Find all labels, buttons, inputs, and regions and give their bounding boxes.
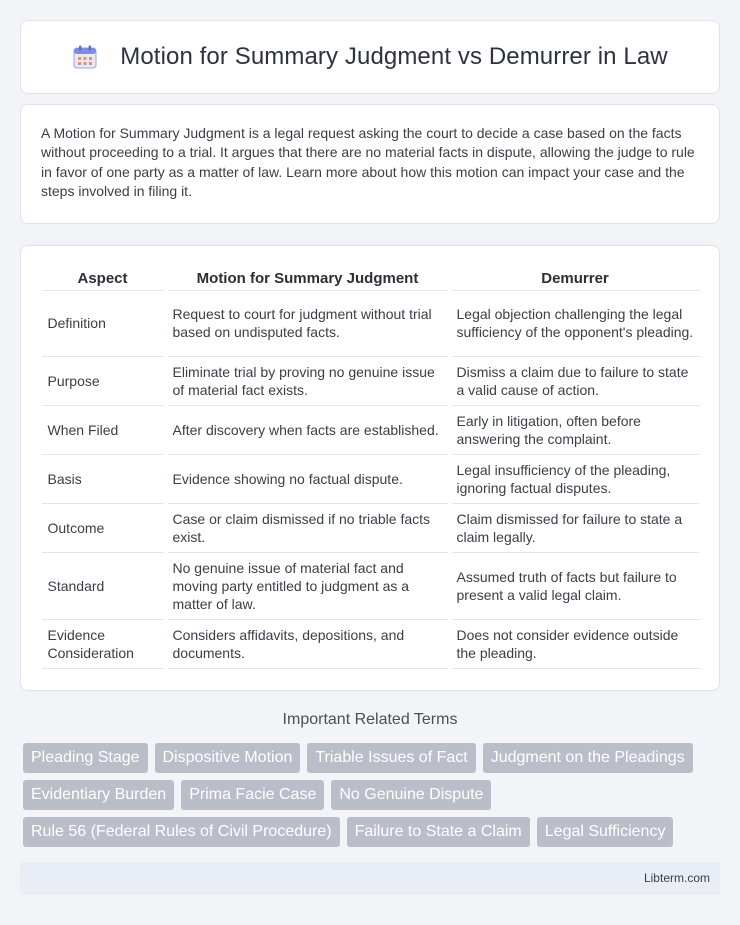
tag-evidentiary-burden[interactable]: Evidentiary Burden (23, 780, 174, 810)
cell-msj: Case or claim dismissed if no triable facts exist. (166, 503, 450, 552)
footer (20, 862, 720, 895)
cell-msj: Request to court for judgment without trial based on undisputed facts. (166, 290, 450, 356)
calendar-icon (72, 44, 98, 70)
header-demurrer: Demurrer (450, 264, 699, 290)
title-wrap (72, 43, 667, 71)
cell-demurrer: Assumed truth of facts but failure to present a valid legal claim. (450, 552, 699, 619)
table-row (42, 454, 699, 503)
related-terms-title: Important Related Terms (282, 711, 458, 728)
cell-aspect: Purpose (42, 356, 166, 405)
tag-pleading-stage[interactable]: Pleading Stage (23, 743, 148, 773)
header-card (20, 20, 720, 94)
tag-row (23, 780, 723, 810)
cell-demurrer: Legal insufficiency of the pleading, ignoring factual disputes. (450, 454, 699, 503)
cell-demurrer: Dismiss a claim due to failure to state a valid cause of action. (450, 356, 699, 405)
cell-msj: After discovery when facts are established. (166, 405, 450, 454)
intro-text: A Motion for Summary Judgment is a legal request asking the court to decide a case based on the facts without proceeding to a trial. It argues that there are no material facts in dispute, allowing the judge to rule in favor of one party as a matter of law. Learn more about how this motion can impact your case and the steps involved in filing it. (41, 125, 695, 200)
table-row (42, 503, 699, 552)
comparison-table (42, 264, 699, 669)
footer-site-link[interactable]: Libterm.com (643, 871, 710, 885)
cell-msj: No genuine issue of material fact and moving party entitled to judgment as a matter of law. (166, 552, 450, 619)
cell-demurrer: Claim dismissed for failure to state a claim legally. (450, 503, 699, 552)
table-row (42, 356, 699, 405)
cell-aspect: Outcome (42, 503, 166, 552)
cell-aspect: When Filed (42, 405, 166, 454)
cell-aspect: Evidence Consideration (42, 619, 166, 668)
tag-triable-issues[interactable]: Triable Issues of Fact (307, 743, 475, 773)
table-row (42, 552, 699, 619)
cell-demurrer: Legal objection challenging the legal sufficiency of the opponent's pleading. (450, 290, 699, 356)
tag-dispositive-motion[interactable]: Dispositive Motion (155, 743, 301, 773)
table-row (42, 619, 699, 668)
tag-prima-facie[interactable]: Prima Facie Case (181, 780, 324, 810)
tag-legal-sufficiency[interactable]: Legal Sufficiency (537, 817, 674, 847)
tag-failure-to-state[interactable]: Failure to State a Claim (347, 817, 530, 847)
tag-row (23, 817, 723, 847)
header-msj: Motion for Summary Judgment (166, 264, 450, 290)
page-title: Motion for Summary Judgment vs Demurrer in Law (120, 43, 668, 70)
comparison-table-card (20, 245, 720, 691)
header-aspect: Aspect (77, 269, 128, 287)
tag-row (23, 743, 723, 773)
tag-rule-56[interactable]: Rule 56 (Federal Rules of Civil Procedure) (23, 817, 340, 847)
cell-demurrer: Early in litigation, often before answering the complaint. (450, 405, 699, 454)
table-row (42, 405, 699, 454)
cell-aspect: Standard (42, 552, 166, 619)
cell-demurrer: Does not consider evidence outside the pleading. (450, 619, 699, 668)
table-header-row (42, 264, 699, 290)
cell-msj: Eliminate trial by proving no genuine issue of material fact exists. (166, 356, 450, 405)
cell-msj: Evidence showing no factual dispute. (166, 454, 450, 503)
cell-aspect: Basis (42, 454, 166, 503)
tag-no-genuine-dispute[interactable]: No Genuine Dispute (331, 780, 491, 810)
cell-msj: Considers affidavits, depositions, and documents. (166, 619, 450, 668)
cell-aspect: Definition (42, 290, 166, 356)
tag-judgment-pleadings[interactable]: Judgment on the Pleadings (483, 743, 693, 773)
related-terms (23, 743, 723, 854)
intro-card (20, 104, 720, 224)
table-row (42, 290, 699, 356)
